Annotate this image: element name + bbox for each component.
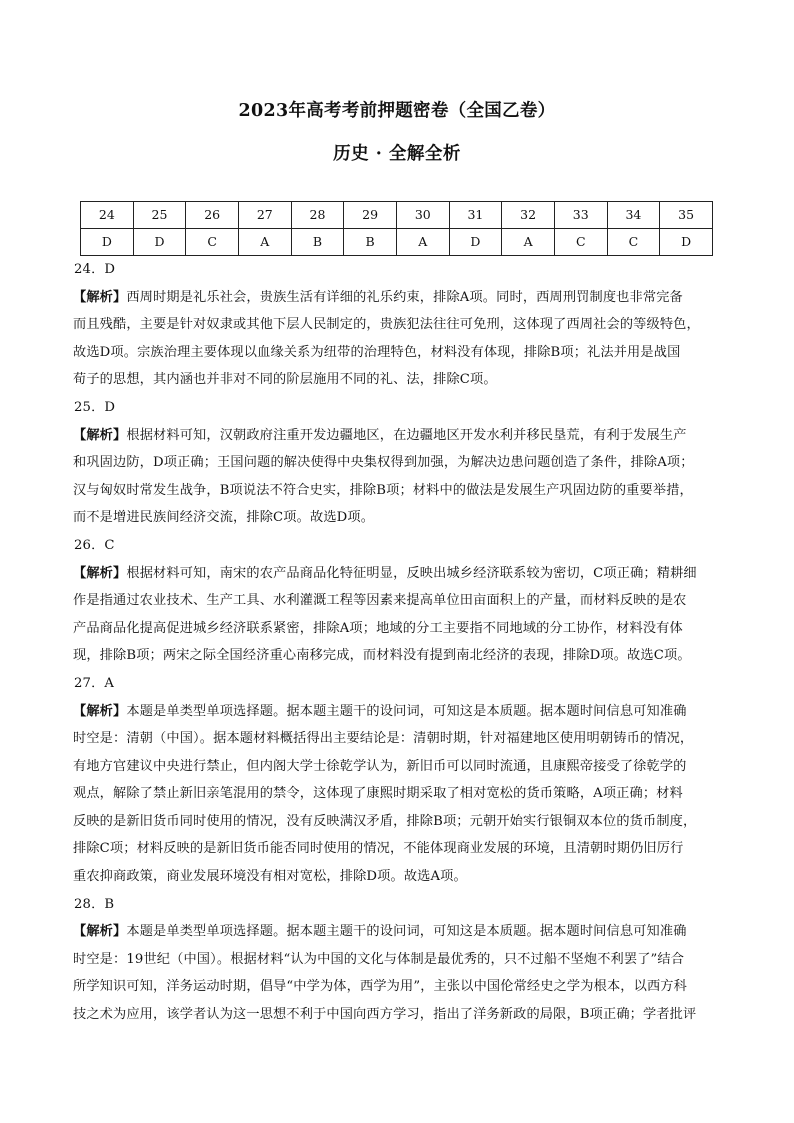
- question-answer-heading: 25．D: [74, 399, 116, 415]
- analysis-text: 重农抑商政策，商业发展环境没有相对宽松，排除D项。故选A项。: [73, 869, 467, 885]
- analysis-line: [73, 339, 723, 367]
- analysis-text: 故选D项。宗族治理主要体现以血缘关系为纽带的治理特色，材料没有体现，排除B项；礼法并用是战国: [73, 344, 681, 360]
- analysis-line: [73, 698, 723, 726]
- analysis-text: 而且残酷，主要是针对奴隶或其他下层人民制定的，贵族犯法往往可免刑，这体现了西周社会的等级特色，: [73, 317, 700, 333]
- analysis-line: [73, 725, 723, 753]
- page-subtitle: 历史 · 全解全析: [333, 144, 461, 164]
- analysis-text: 西周时期是礼乐社会，贵族生活有详细的礼乐约束，排除A项。同时，西周刑罚制度也非常完备: [126, 289, 683, 305]
- analysis-line: [73, 835, 723, 863]
- analysis-text: 而不是增进民族间经济交流，排除C项。故选D项。: [73, 510, 375, 526]
- question-number-cell: 27: [238, 202, 291, 229]
- analysis-line: [73, 973, 723, 1001]
- answer-cell: B: [344, 229, 397, 256]
- analysis-text: 产品商品化提高促进城乡经济联系紧密，排除A项；地域的分工主要指不同地域的分工协作，材料没有体: [73, 620, 683, 636]
- analysis-line: [73, 1001, 723, 1029]
- answer-cell: C: [554, 229, 607, 256]
- analysis-line: [73, 946, 723, 974]
- analysis-tag: 【解析】: [73, 703, 127, 719]
- question-number-cell: 33: [554, 202, 607, 229]
- analysis-text: 时空是：19世纪（中国）。根据材料“认为中国的文化与体制是最优秀的，只不过船不坚炮不利罢了”结合: [73, 951, 685, 967]
- analysis-line: [73, 808, 723, 836]
- analysis-text: 作是指通过农业技术、生产工具、水利灌溉工程等因素来提高单位田亩面积上的产量，而材料反映的是农: [73, 593, 687, 609]
- question-number-cell: 35: [660, 202, 713, 229]
- analysis-line: [73, 918, 723, 946]
- question-number-cell: 28: [291, 202, 344, 229]
- analysis-text: 时空是：清朝（中国）。据本题材料概括得出主要结论是：清朝时期，针对福建地区使用明朝铸币的情况，: [73, 731, 694, 747]
- answer-cell: A: [238, 229, 291, 256]
- page-title: 2023年高考考前押题密卷（全国乙卷）: [238, 101, 556, 121]
- analysis-line: [73, 366, 723, 394]
- analysis-text: 反映的是新旧货币同时使用的情况，没有反映满汉矛盾，排除B项；元朝开始实行银铜双本位的货币制度，: [73, 813, 697, 829]
- analysis-tag: 【解析】: [73, 924, 127, 940]
- analysis-content: [73, 256, 723, 1029]
- analysis-line: [73, 284, 723, 312]
- question-number-cell: 30: [396, 202, 449, 229]
- analysis-line: [73, 477, 723, 505]
- answer-cell: A: [502, 229, 555, 256]
- analysis-text: 观点，解除了禁止新旧亲笔混用的禁令，这体现了康熙时期采取了相对宽松的货币策略，A项正确；材料: [73, 786, 683, 802]
- answer-cell: D: [133, 229, 186, 256]
- analysis-text: 排除C项；材料反映的是新旧货币能否同时使用的情况，不能体现商业发展的环境，且清朝时期仍旧厉行: [73, 841, 684, 857]
- analysis-line: [73, 587, 723, 615]
- answer-cell: C: [607, 229, 660, 256]
- question-number-cell: 26: [186, 202, 239, 229]
- analysis-line: [73, 615, 723, 643]
- analysis-line: [73, 311, 723, 339]
- analysis-text: 汉与匈奴时常发生战争，B项说法不符合史实，排除B项；材料中的做法是发展生产巩固边防的重要举措，: [73, 482, 693, 498]
- analysis-text: 和巩固边防，D项正确；王国问题的解决使得中央集权得到加强，为解决边患问题创造了条件，排除A项；: [73, 455, 694, 471]
- question-number-cell: 32: [502, 202, 555, 229]
- analysis-text: 本题是单类型单项选择题。据本题主题干的设问词，可知这是本质题。据本题时间信息可知准确: [126, 703, 687, 719]
- question-number-cell: 31: [449, 202, 502, 229]
- question-number-cell: 25: [133, 202, 186, 229]
- question-number-cell: 24: [81, 202, 134, 229]
- analysis-tag: 【解析】: [73, 427, 127, 443]
- question-number-cell: 29: [344, 202, 397, 229]
- analysis-tag: 【解析】: [73, 565, 127, 581]
- analysis-line: [73, 863, 723, 891]
- analysis-line: [73, 560, 723, 588]
- answer-cell: D: [660, 229, 713, 256]
- analysis-line: [73, 753, 723, 781]
- question-answer-heading: 28．B: [74, 896, 115, 912]
- analysis-text: 本题是单类型单项选择题。据本题主题干的设问词，可知这是本质题。据本题时间信息可知准确: [126, 924, 687, 940]
- analysis-line: [73, 422, 723, 450]
- answer-table: [80, 201, 713, 256]
- answer-cell: D: [449, 229, 502, 256]
- question-answer-heading: 24．D: [74, 262, 116, 277]
- analysis-text: 有地方官建议中央进行禁止，但内阁大学士徐乾学认为，新旧币可以同时流通，且康熙帝接受了徐乾学的: [73, 758, 687, 774]
- answer-table-number-row: [81, 202, 713, 229]
- analysis-line: [73, 504, 723, 532]
- question-answer-heading: 26．C: [74, 537, 115, 553]
- question-number-cell: 34: [607, 202, 660, 229]
- analysis-text: 现，排除B项；两宋之际全国经济重心南移完成，而材料没有提到南北经济的表现，排除D项。故选C项。: [73, 648, 691, 664]
- analysis-tag: 【解析】: [73, 289, 127, 305]
- analysis-line: [73, 642, 723, 670]
- analysis-line: [73, 449, 723, 477]
- analysis-text: 根据材料可知，汉朝政府注重开发边疆地区，在边疆地区开发水利并移民垦荒，有利于发展生产: [126, 427, 687, 443]
- answer-cell: D: [81, 229, 134, 256]
- analysis-line: [73, 780, 723, 808]
- question-answer-heading: 27．A: [74, 675, 115, 691]
- answer-table-answer-row: [81, 229, 713, 256]
- answer-cell: C: [186, 229, 239, 256]
- answer-cell: A: [396, 229, 449, 256]
- answer-cell: B: [291, 229, 344, 256]
- analysis-text: 所学知识可知，洋务运动时期，倡导“中学为体，西学为用”，主张以中国伦常经史之学为根本，以西方科: [73, 979, 687, 995]
- analysis-text: 技之术为应用，该学者认为这一思想不利于中国向西方学习，指出了洋务新政的局限，B项正确；学者批评: [73, 1007, 697, 1023]
- analysis-text: 荀子的思想，其内涵也并非对不同的阶层施用不同的礼、法，排除C项。: [73, 372, 497, 388]
- analysis-text: 根据材料可知，南宋的农产品商品化特征明显，反映出城乡经济联系较为密切，C项正确；精耕细: [126, 565, 697, 581]
